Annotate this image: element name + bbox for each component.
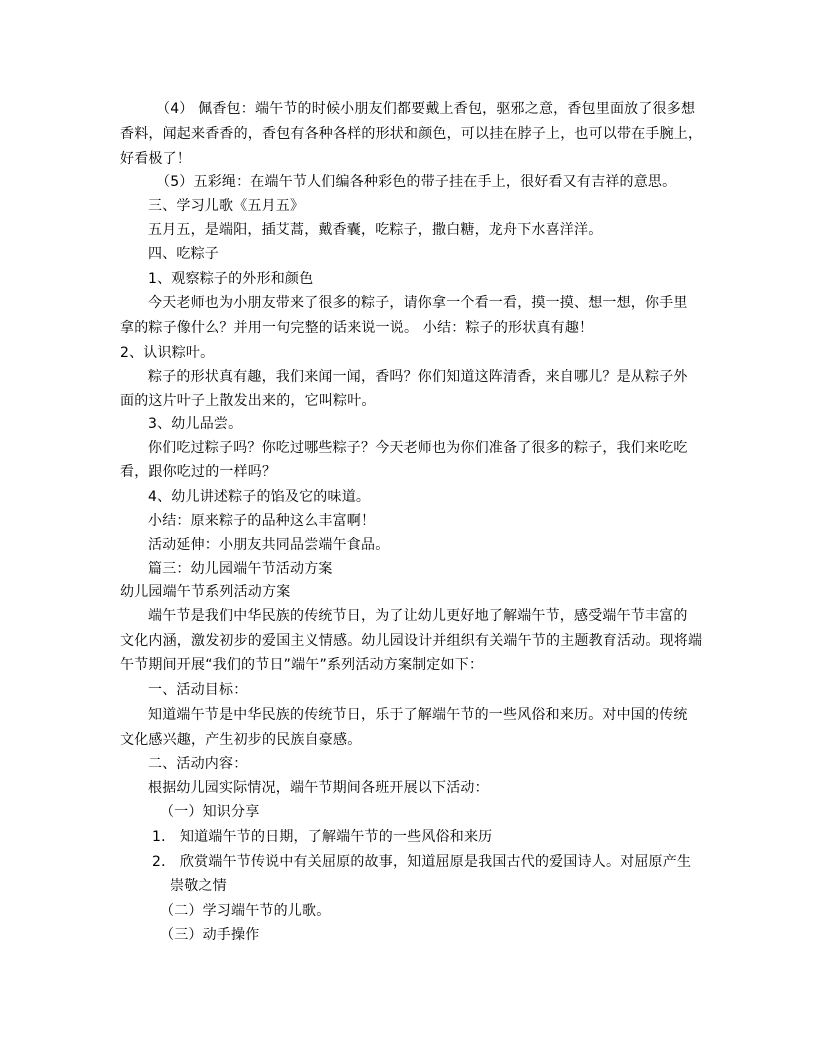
subsection-heading: （一）知识分享 <box>160 804 260 820</box>
text-line: 知道端午节是中华民族的传统节日，乐于了解端午节的一些风俗和来历。对中国的传统 <box>148 707 688 723</box>
text-line: 2、认识粽叶。 <box>120 345 215 361</box>
text-line: 崇敬之情 <box>170 878 227 894</box>
text-line: 3、幼儿品尝。 <box>148 416 243 432</box>
subsection-heading: （三）动手操作 <box>160 927 260 943</box>
text-line: （5）五彩绳：在端午节人们编各种彩色的带子挂在手上，很好看又有吉祥的意思。 <box>156 174 677 190</box>
text-line: 看，跟你吃过的一样吗？ <box>120 464 277 480</box>
text-line: 五月五，是端阳，插艾蒿，戴香囊，吃粽子，撒白糖，龙舟下水喜洋洋。 <box>148 222 603 238</box>
text-line: 1、观察粽子的外形和颜色 <box>148 271 314 287</box>
text-line: 粽子的形状真有趣，我们来闻一闻，香吗？你们知道这阵清香，来自哪儿？是从粽子外 <box>148 369 688 385</box>
text-line: 4、幼儿讲述粽子的馅及它的味道。 <box>148 489 371 505</box>
subsection-heading: （二）学习端午节的儿歌。 <box>160 903 331 919</box>
text-line: 文化内涵，激发初步的爱国主义情感。幼儿园设计并组织有关端午节的主题教育活动。现将端 <box>120 633 703 649</box>
section-heading: 篇三：幼儿园端午节活动方案 <box>148 561 333 577</box>
text-line: 好看极了！ <box>120 151 191 167</box>
section-heading: 三、学习儿歌《五月五》 <box>148 198 305 214</box>
text-line: 午节期间开展“我们的节日”端午”系列活动方案制定如下： <box>120 657 484 673</box>
text-line: 文化感兴趣，产生初步的民族自豪感。 <box>120 732 362 748</box>
text-line: （4） 佩香包：端午节的时候小朋友们都要戴上香包，驱邪之意，香包里面放了很多想 <box>156 101 696 117</box>
text-line: 端午节是我们中华民族的传统节日，为了让幼儿更好地了解端午节，感受端午节丰富的 <box>148 608 688 624</box>
text-line: 你们吃过粽子吗？你吃过哪些粽子？今天老师也为你们准备了很多的粽子，我们来吃吃 <box>148 440 688 456</box>
text-line: 拿的粽子像什么？并用一句完整的话来说一说。 小结：粽子的形状真有趣！ <box>120 320 594 336</box>
numbered-item: 1． 知道端午节的日期，了解端午节的一些风俗和来历 <box>152 829 493 845</box>
numbered-item: 2． 欣赏端午节传说中有关屈原的故事，知道屈原是我国古代的爱国诗人。对屈原产生 <box>152 854 692 870</box>
text-line: 香料，闻起来香香的，香包有各种各样的形状和颜色，可以挂在脖子上，也可以带在手腕上， <box>120 126 703 142</box>
text-line: 根据幼儿园实际情况，端午节期间各班开展以下活动： <box>148 780 489 796</box>
text-line: 活动延伸：小朋友共同品尝端午食品。 <box>148 537 390 553</box>
section-heading: 一、活动目标： <box>148 682 248 698</box>
text-line: 幼儿园端午节系列活动方案 <box>120 584 291 600</box>
text-line: 面的这片叶子上散发出来的，它叫粽叶。 <box>120 393 376 409</box>
text-line: 今天老师也为小朋友带来了很多的粽子，请你拿一个看一看，摸一摸、想一想，你手里 <box>148 295 688 311</box>
text-line: 小结：原来粽子的品种这么丰富啊！ <box>148 513 376 529</box>
section-heading: 四、吃粽子 <box>148 246 219 262</box>
section-heading: 二、活动内容： <box>148 756 248 772</box>
